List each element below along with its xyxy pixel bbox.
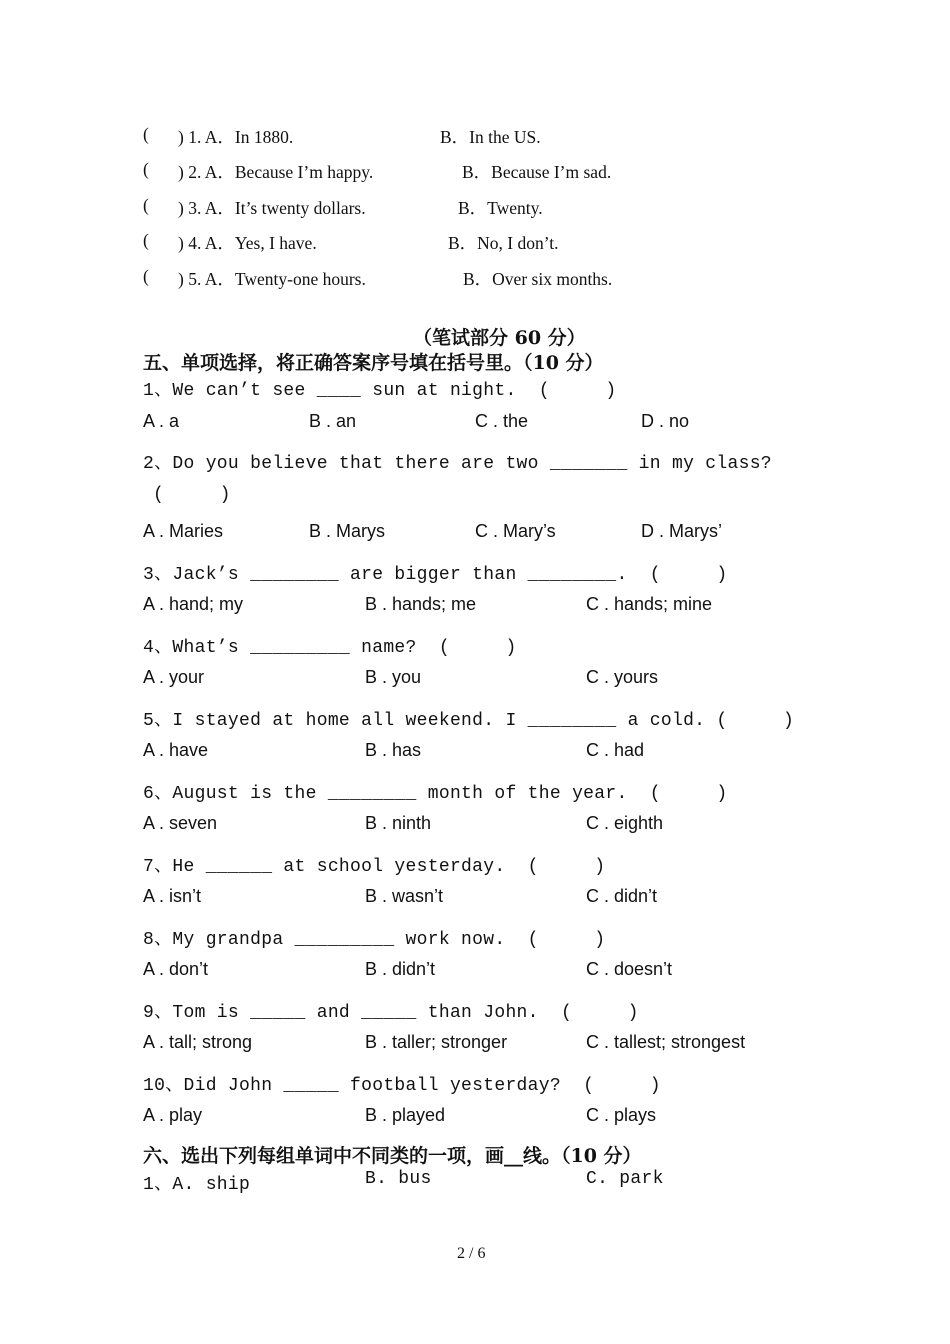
q7-option-c: C . didn’t [586,886,658,906]
listening-q5-option-a: ) 5. A．Twenty-one hours. [178,269,366,289]
section5-heading: 五、单项选择，将正确答案序号填在括号里。（10 分） [143,352,604,374]
q4-option-a: A . your [143,667,205,687]
listening-q4-option-b: B．No, I don’t. [448,233,559,253]
answer-paren: ( [143,124,149,144]
answer-paren: ( [143,266,149,286]
q8-option-b: B . didn’t [365,959,436,979]
q8-option-c: C . doesn’t [586,959,673,979]
q5-option-a: A . have [143,740,209,760]
q3-option-c: C . hands; mine [586,594,713,614]
listening-q2-option-b: B．Because I’m sad. [462,162,612,182]
q6-option-a: A . seven [143,813,218,833]
q2-answer-paren: ( ) [153,485,231,505]
q3-option-b: B . hands; me [365,594,477,614]
q7-option-a: A . isn’t [143,886,202,906]
q8-option-a: A . don’t [143,959,209,979]
q7-text: 7、He ______ at school yesterday. ( ) [143,857,606,877]
section6-heading: 六、选出下列每组单词中不同类的一项，画__线。（10 分） [143,1145,642,1167]
written-section-title: （笔试部分 60 分） [413,327,586,349]
s6-q1-option-c: C. park [586,1169,664,1189]
q3-text: 3、Jack’s ________ are bigger than ________. ( ) [143,565,728,585]
q6-text: 6、August is the ________ month of the year. ( ) [143,784,728,804]
q9-option-b: B . taller; stronger [365,1032,508,1052]
q1-option-b: B . an [309,411,357,431]
answer-paren: ( [143,195,149,215]
q9-text: 9、Tom is _____ and _____ than John. ( ) [143,1003,639,1023]
q8-text: 8、My grandpa _________ work now. ( ) [143,930,606,950]
q6-option-b: B . ninth [365,813,432,833]
q4-option-b: B . you [365,667,422,687]
listening-q5-option-b: B．Over six months. [463,269,613,289]
q5-option-b: B . has [365,740,422,760]
q4-option-c: C . yours [586,667,659,687]
q1-text: 1、We can’t see ____ sun at night. ( ) [143,381,617,401]
q2-option-b: B . Marys [309,521,386,541]
q7-option-b: B . wasn’t [365,886,444,906]
q5-option-c: C . had [586,740,645,760]
q2-option-c: C . Mary’s [475,521,556,541]
q3-option-a: A . hand; my [143,594,244,614]
q9-option-c: C . tallest; strongest [586,1032,746,1052]
q2-option-a: A . Maries [143,521,224,541]
q1-option-a: A . a [143,411,180,431]
q6-option-c: C . eighth [586,813,664,833]
q1-option-c: C . the [475,411,529,431]
q2-text: 2、Do you believe that there are two _______ in my class? [143,454,772,474]
page-number: 2 / 6 [457,1245,486,1262]
q10-option-a: A . play [143,1105,203,1125]
q4-text: 4、What’s _________ name? ( ) [143,638,517,658]
q10-option-b: B . played [365,1105,446,1125]
listening-q1-option-a: ) 1. A．In 1880. [178,127,294,147]
answer-paren: ( [143,230,149,250]
listening-q3-option-b: B．Twenty. [458,198,543,218]
q1-option-d: D . no [641,411,690,431]
q9-option-a: A . tall; strong [143,1032,253,1052]
listening-q1-option-b: B．In the US. [440,127,541,147]
q10-option-c: C . plays [586,1105,657,1125]
q5-text: 5、I stayed at home all weekend. I ________ a cold. ( ) [143,711,795,731]
q10-text: 10、Did John _____ football yesterday? ( ) [143,1076,661,1096]
q2-option-d: D . Marys’ [641,521,722,541]
listening-q4-option-a: ) 4. A．Yes, I have. [178,233,317,253]
s6-q1-option-b: B. bus [365,1169,432,1189]
listening-q3-option-a: ) 3. A．It’s twenty dollars. [178,198,366,218]
s6-q1-option-a: 1、A. ship [143,1175,251,1195]
answer-paren: ( [143,159,149,179]
listening-q2-option-a: ) 2. A．Because I’m happy. [178,162,374,182]
